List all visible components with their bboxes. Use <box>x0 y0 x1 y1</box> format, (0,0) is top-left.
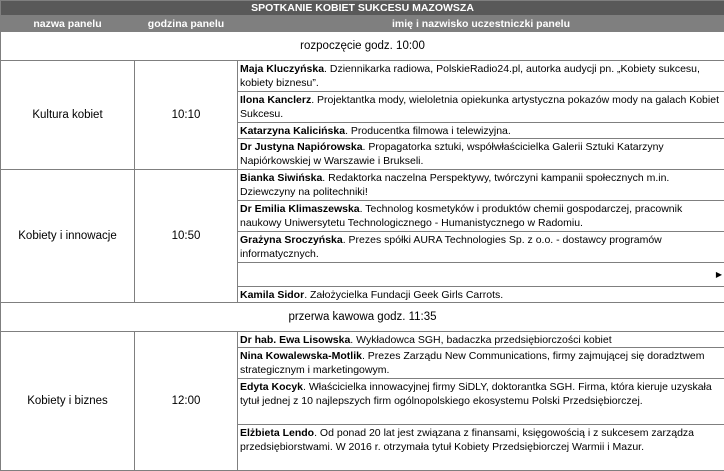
speaker-cell <box>238 286 724 302</box>
speaker-description: . Wykładowca SGH, badaczka przedsiębiorczości kobiet <box>350 334 611 346</box>
empty-speaker-cell <box>238 262 724 286</box>
speaker-description: . Projektantka mody, wieloletnia opiekunka artystyczna pokazów mody na galach Kobiet Sukcesu. <box>240 94 719 120</box>
panel-time: 12:00 <box>135 331 238 470</box>
column-header-participant: imię i nazwisko uczestniczki panelu <box>238 16 724 32</box>
speaker-description: . Propagatorka sztuki, współwłaścicielka Galerii Sztuki Katarzyny Napiórkowskiej w Warszawie i Brukseli. <box>240 141 664 167</box>
header-row <box>1 16 724 32</box>
speaker-name: Ilona Kanclerz <box>240 94 311 106</box>
speaker-name: Maja Kluczyńska <box>240 63 324 75</box>
speaker-description: . Prezes Zarządu New Communications, firmy zajmującej się doradztwem strategicznym i marketingowym. <box>240 350 705 376</box>
speaker-name: Dr Emilia Klimaszewska <box>240 203 360 215</box>
speaker-cell <box>238 348 724 379</box>
speaker-description: . Producentka filmowa i telewizyjna. <box>345 125 511 137</box>
panel-name: Kultura kobiet <box>1 61 135 170</box>
table-title: SPOTKANIE KOBIET SUKCESU MAZOWSZA <box>1 1 724 16</box>
table-row <box>1 331 724 347</box>
speaker-cell <box>238 92 724 123</box>
speaker-cell <box>238 201 724 232</box>
speaker-cell <box>238 379 724 425</box>
speaker-description: . Założycielka Fundacji Geek Girls Carrots. <box>304 289 503 301</box>
speaker-cell <box>238 425 724 471</box>
speaker-description: . Redaktorka naczelna Perspektywy, twórczyni kampanii społecznych m.in. Dziewczyny na politechniki! <box>240 172 669 198</box>
speaker-name: Katarzyna Kalicińska <box>240 125 345 137</box>
speaker-name: Dr hab. Ewa Lisowska <box>240 334 350 346</box>
speaker-name: Elżbieta Lendo <box>240 427 314 439</box>
column-header-panel-name: nazwa panelu <box>1 16 135 32</box>
speaker-description: . Technolog kosmetyków i produktów chemii gospodarczej, pracownik naukowy Uniwersytetu Technologicznego - Humanistycznego w Radomiu. <box>240 203 682 229</box>
speaker-name: Kamila Sidor <box>240 289 304 301</box>
panel-time: 10:50 <box>135 170 238 303</box>
speaker-name: Grażyna Sroczyńska <box>240 234 343 246</box>
break-row <box>1 302 724 331</box>
panel-name: Kobiety i innowacje <box>1 170 135 303</box>
opening-text: rozpoczęcie godz. 10:00 <box>1 32 724 61</box>
speaker-name: Bianka Siwińska <box>240 172 322 184</box>
speaker-cell <box>238 170 724 201</box>
speaker-name: Dr Justyna Napiórowska <box>240 141 363 153</box>
opening-row <box>1 32 724 61</box>
speaker-cell <box>238 139 724 170</box>
speaker-description: . Właścicielka innowacyjnej firmy SiDLY, doktorantka SGH. Firma, która kieruje uzyskała tytuł jednej z 10 najlepszych firm ogólnopolskiego ekosystemu Polski Przedsiębiorczej. <box>240 381 712 407</box>
table-row <box>1 170 724 201</box>
break-text: przerwa kawowa godz. 11:35 <box>1 302 724 331</box>
panel-time: 10:10 <box>135 61 238 170</box>
title-row <box>1 1 724 16</box>
arrow-right-icon: ▶ <box>716 268 722 282</box>
speaker-cell <box>238 331 724 347</box>
speaker-name: Edyta Kocyk <box>240 381 303 393</box>
speaker-description: . Od ponad 20 lat jest związana z finansami, księgowością i z sukcesem zarządza przedsiębiorstwami. W 2016 r. otrzymała tytuł Kobiety Przedsiębiorczej Warmii i Mazur. <box>240 427 694 453</box>
table-row <box>1 61 724 92</box>
speaker-cell <box>238 123 724 139</box>
speaker-description: . Prezes spółki AURA Technologies Sp. z o.o. - dostawcy programów informatycznych. <box>240 234 662 260</box>
speaker-name: Nina Kowalewska-Motlik <box>240 350 362 362</box>
speaker-cell <box>238 61 724 92</box>
speaker-description: . Dziennikarka radiowa, PolskieRadio24.pl, autorka audycji pn. „Kobiety sukcesu, kobiety biznesu”. <box>240 63 700 89</box>
column-header-panel-time: godzina panelu <box>135 16 238 32</box>
speaker-cell <box>238 232 724 262</box>
panel-name: Kobiety i biznes <box>1 331 135 470</box>
